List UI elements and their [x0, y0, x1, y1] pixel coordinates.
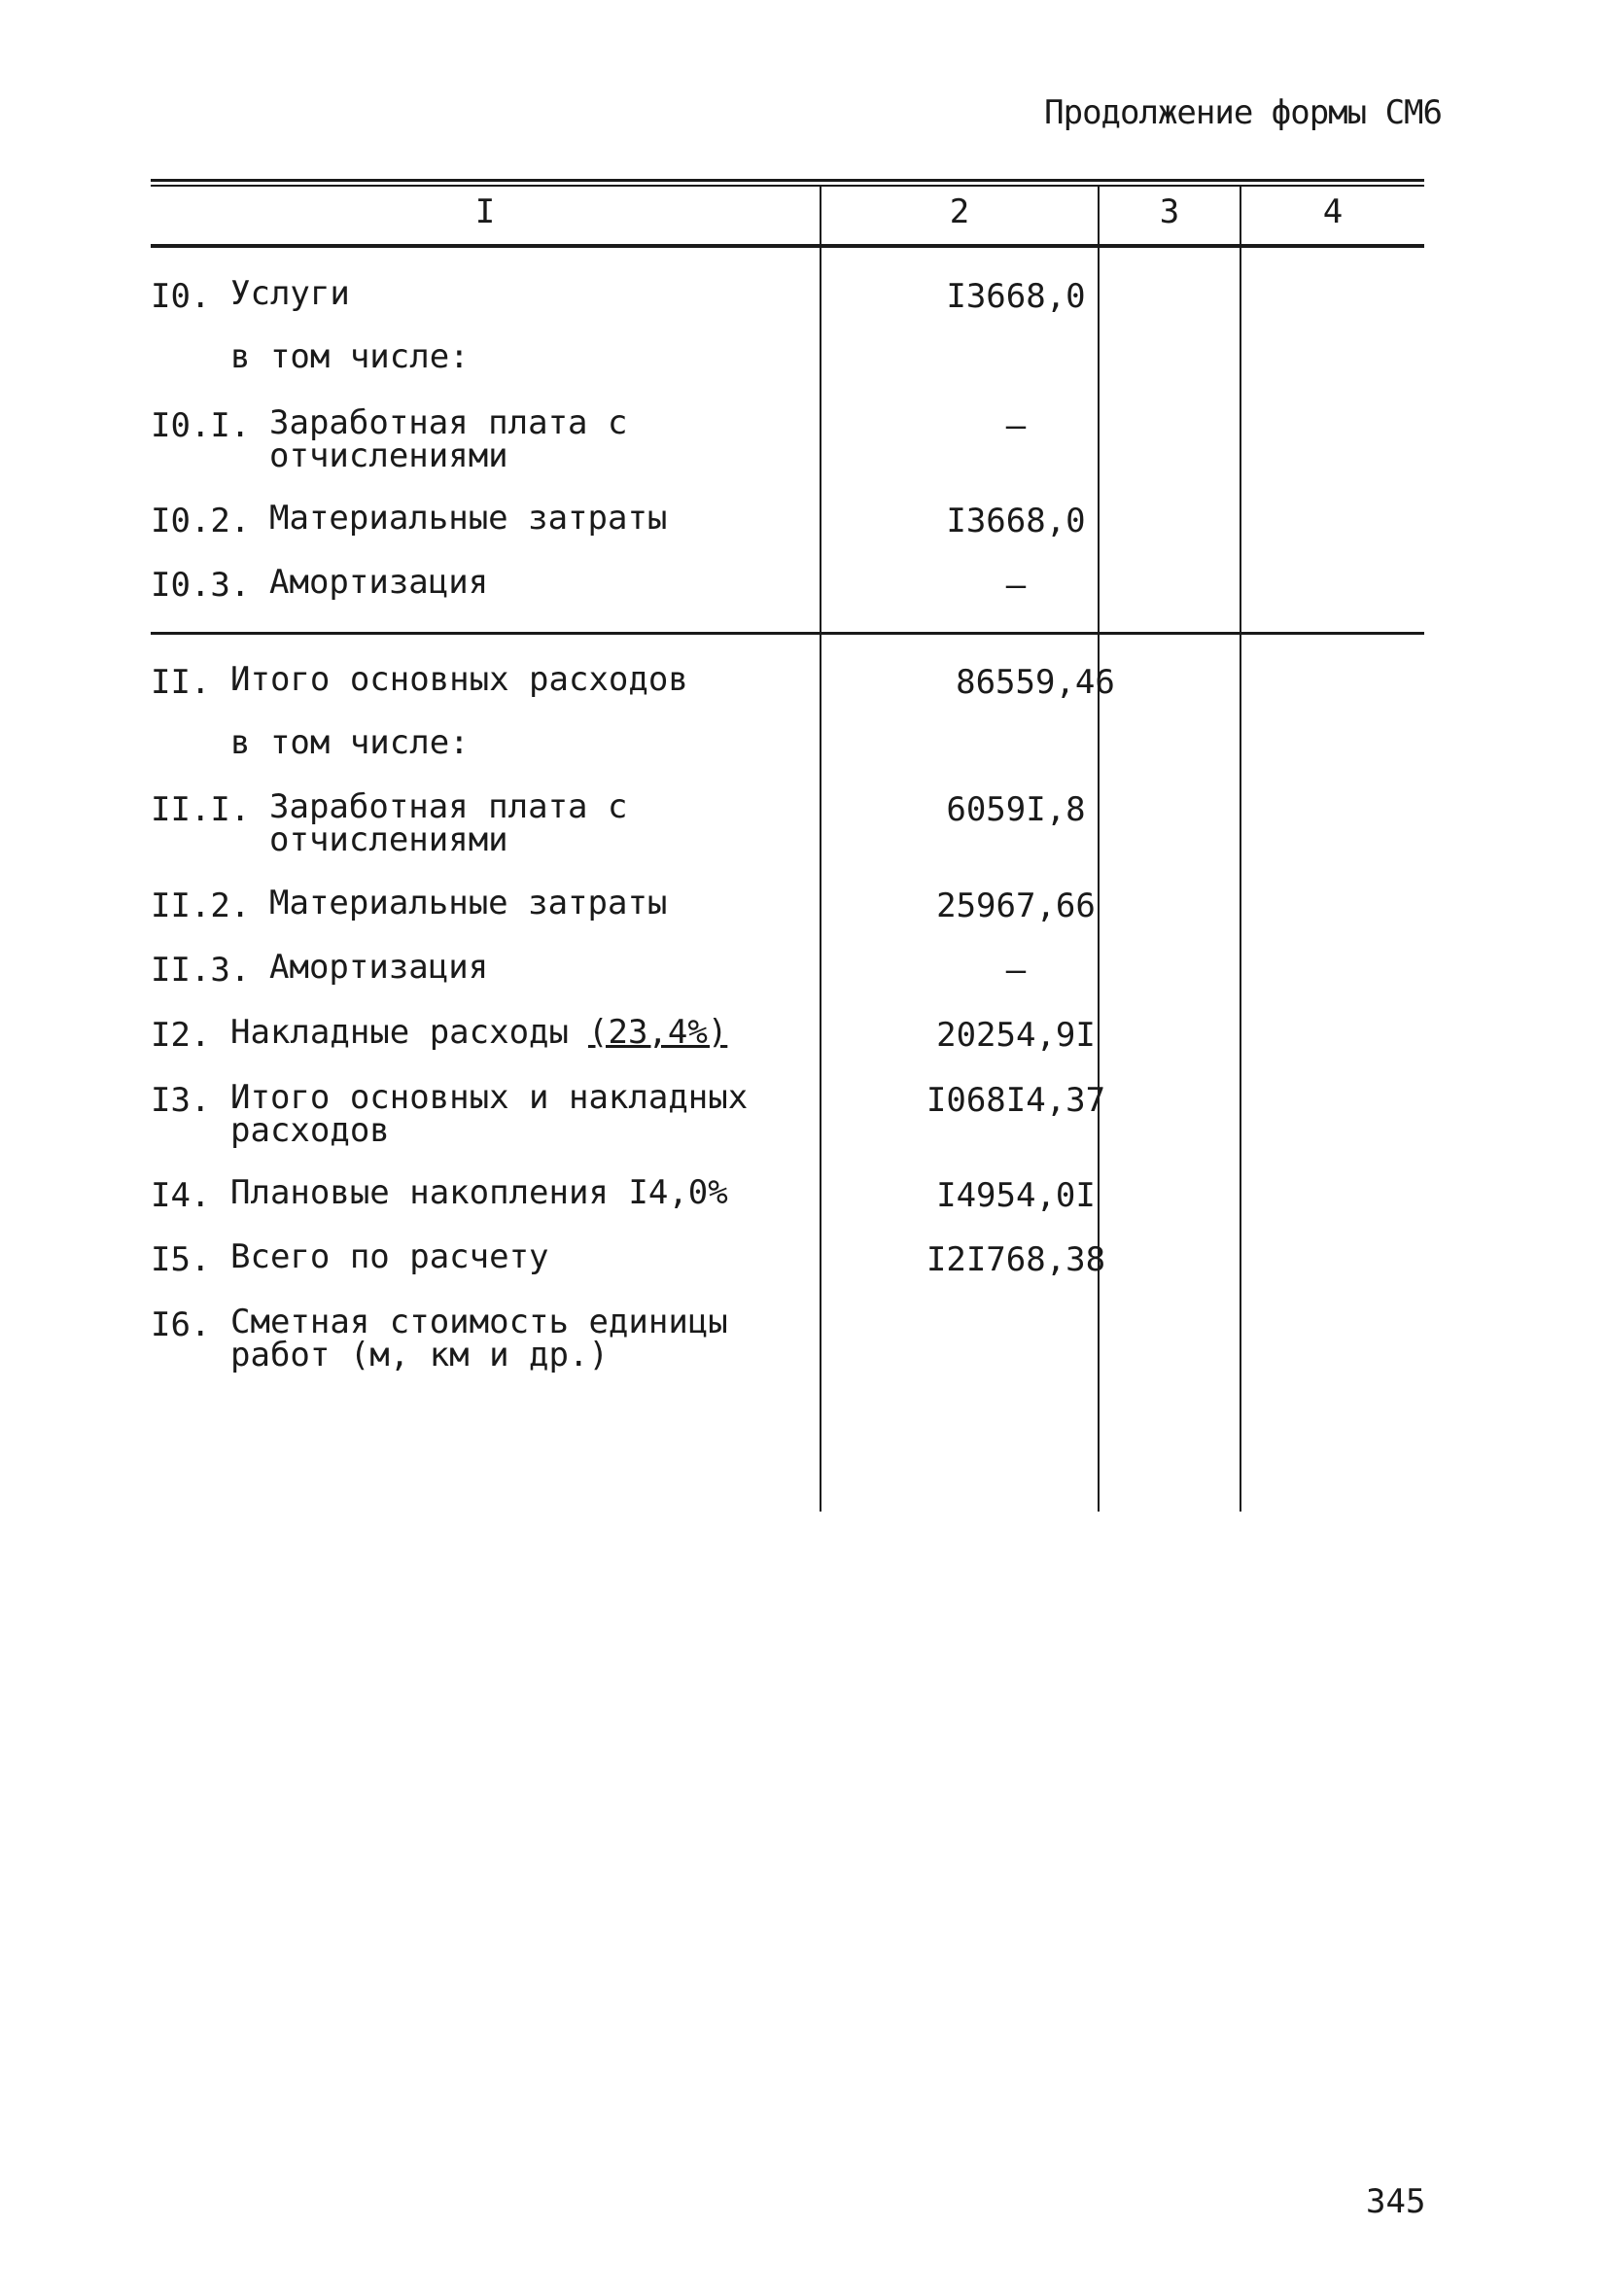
table-row: [151, 403, 1424, 475]
column-header-2: 2: [949, 192, 970, 231]
row-value: –: [1005, 566, 1027, 605]
table-row: [151, 1078, 1424, 1150]
row-label: Материальные затраты: [269, 499, 668, 538]
row-value: 86559,46: [956, 663, 1115, 702]
column-header-3: 3: [1159, 192, 1180, 231]
row-label: Заработная плата с отчислениями: [269, 787, 628, 859]
page-number: 345: [1366, 2182, 1426, 2221]
overhead-percent: (23,4%): [588, 1013, 728, 1052]
row-number: II.: [151, 663, 211, 702]
table-row: [151, 948, 1424, 1009]
row-number: I0.3.: [151, 566, 251, 605]
table-row: [151, 787, 1424, 859]
row-label: Накладные расходы: [230, 1013, 569, 1052]
row-label: Амортизация: [269, 563, 489, 602]
row-value: 25967,66: [936, 887, 1096, 925]
table-row: [151, 499, 1424, 560]
column-header-4: 4: [1322, 192, 1344, 231]
row-number: II.3.: [151, 951, 251, 990]
row-label: Всего по расчету: [230, 1237, 549, 1276]
row-label: Услуги: [230, 274, 350, 313]
row-number: I0.: [151, 277, 211, 316]
row-number: I0.2.: [151, 502, 251, 540]
table-row: [151, 1237, 1424, 1299]
table-top-rule: [151, 179, 1424, 182]
row-number: I2.: [151, 1016, 211, 1055]
row-label: Материальные затраты: [269, 884, 668, 922]
row-value: I4954,0I: [936, 1176, 1096, 1215]
table-row: [151, 884, 1424, 945]
table-row: [151, 723, 1424, 784]
table-row: [151, 274, 1424, 335]
table-row: [151, 337, 1424, 399]
table-row: [151, 1173, 1424, 1235]
table-row: [151, 1013, 1424, 1074]
table-row: [151, 660, 1424, 721]
row-label: Плановые накопления I4,0%: [230, 1173, 728, 1212]
row-value: I2I768,38: [926, 1240, 1106, 1279]
row-number: I0.I.: [151, 406, 251, 445]
section-divider-rule: [151, 632, 1424, 635]
row-value: I068I4,37: [926, 1081, 1106, 1120]
row-value: –: [1005, 406, 1027, 445]
row-value: I3668,0: [946, 277, 1086, 316]
row-value: 20254,9I: [936, 1016, 1096, 1055]
row-label: в том числе:: [230, 723, 470, 762]
row-number: I4.: [151, 1176, 211, 1215]
row-label: Заработная плата с отчислениями: [269, 403, 628, 475]
row-number: II.I.: [151, 790, 251, 829]
header-continuation: Продолжение формы СМ6: [1044, 93, 1442, 132]
column-header-1: I: [474, 192, 496, 231]
row-number: I5.: [151, 1240, 211, 1279]
row-number: I3.: [151, 1081, 211, 1120]
row-number: II.2.: [151, 887, 251, 925]
row-value: I3668,0: [946, 502, 1086, 540]
row-label: Сметная стоимость единицы работ (м, км и др.): [230, 1303, 728, 1374]
row-number: I6.: [151, 1305, 211, 1344]
table-row: [151, 563, 1424, 624]
table-top-rule-inner: [151, 185, 1424, 187]
row-label: Итого основных и накладных расходов: [230, 1078, 749, 1150]
row-label: в том числе:: [230, 337, 470, 376]
row-label: Амортизация: [269, 948, 489, 987]
table-row: [151, 1303, 1424, 1374]
row-label: Итого основных расходов: [230, 660, 688, 699]
row-value: –: [1005, 951, 1027, 990]
header-bottom-rule: [151, 244, 1424, 248]
row-value: 6059I,8: [946, 790, 1086, 829]
